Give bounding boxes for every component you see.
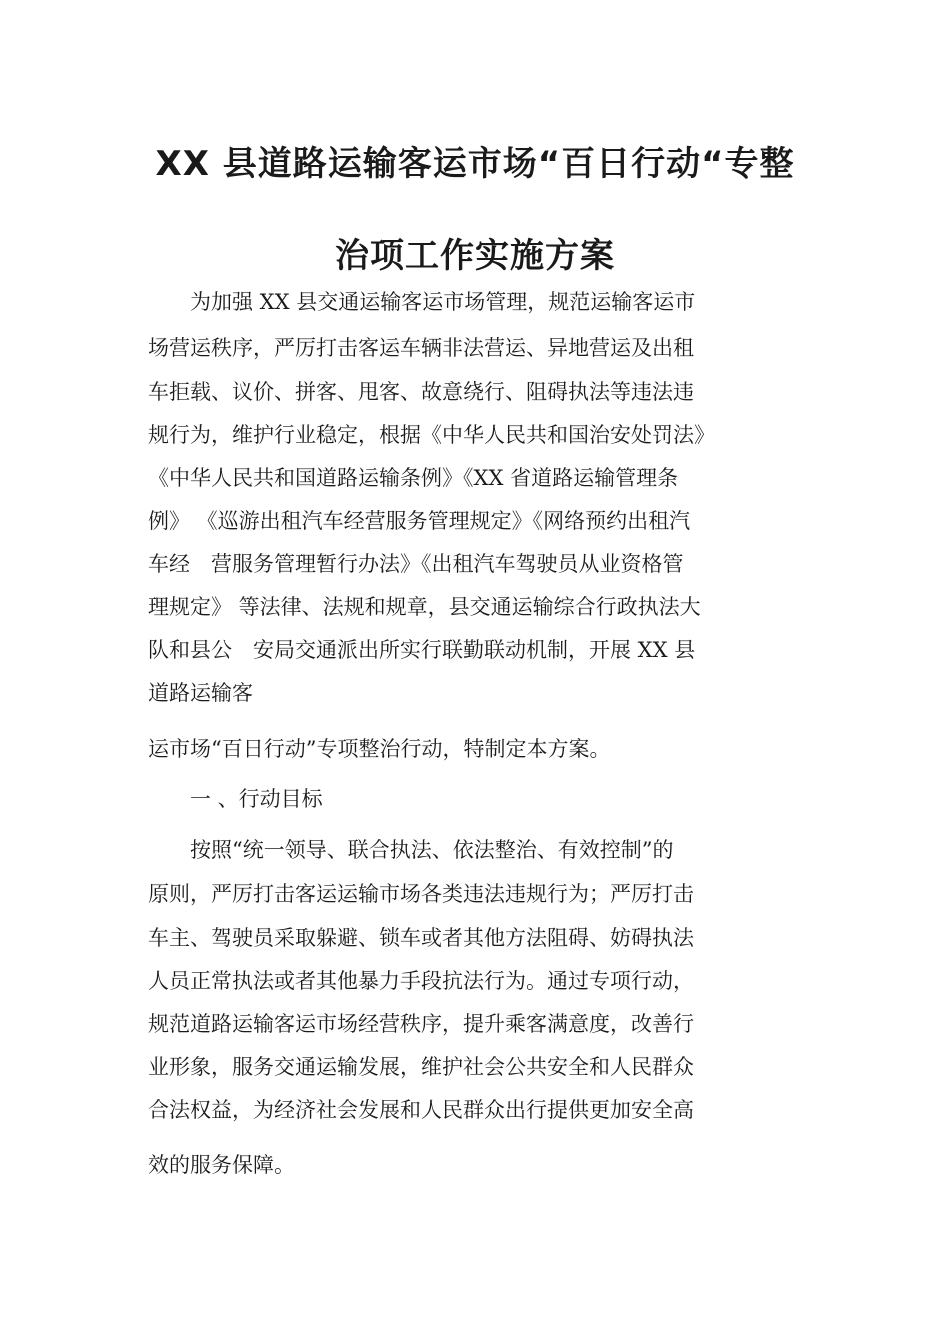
- paragraph-3-line: 人员正常执法或者其他暴力手段抗法行为。通过专项行动，: [148, 969, 694, 993]
- paragraph-1-line: 队和县公 安局交通派出所实行联勤联动机制，开展 XX 县: [148, 638, 696, 662]
- paragraph-1-line: 场营运秩序，严厉打击客运车辆非法营运、异地营运及出租: [148, 336, 694, 360]
- paragraph-3-line: 规范道路运输客运市场经营秩序，提升乘客满意度，改善行: [148, 1012, 694, 1036]
- paragraph-2-line: 运市场“百日行动”专项整治行动，特制定本方案。: [148, 737, 611, 761]
- paragraph-1-line: 例》 《巡游出租汽车经营服务管理规定》《网络预约出租汽: [148, 509, 691, 533]
- paragraph-3-line: 车主、驾驶员采取躲避、锁车或者其他方法阻碍、妨碍执法: [148, 926, 694, 950]
- paragraph-3-line: 业形象，服务交通运输发展，维护社会公共安全和人民群众: [148, 1055, 694, 1079]
- paragraph-1-line: 规行为，维护行业稳定，根据《中华人民共和国治安处罚法》: [148, 423, 715, 447]
- paragraph-3-line: 原则，严厉打击客运运输市场各类违法违规行为；严厉打击: [148, 882, 694, 906]
- paragraph-1-line: 车经 营服务管理暂行办法》《出租汽车驾驶员从业资格管: [148, 552, 684, 576]
- document-title-line-2: 治项工作实施方案: [335, 236, 615, 276]
- paragraph-1-line: 为加强 XX 县交通运输客运市场管理，规范运输客运市: [148, 290, 696, 314]
- paragraph-3-line: 效的服务保障。: [148, 1153, 295, 1177]
- paragraph-1-line: 理规定》 等法律、法规和规章，县交通运输综合行政执法大: [148, 595, 701, 619]
- document-title-line-1: XX 县道路运输客运市场“百日行动“专整: [155, 144, 795, 184]
- section-1-heading: 一 、行动目标: [148, 787, 323, 811]
- paragraph-1-line: 《中华人民共和国道路运输条例》《XX 省道路运输管理条: [148, 466, 679, 490]
- paragraph-1-line: 道路运输客: [148, 681, 253, 705]
- paragraph-3-line: 合法权益，为经济社会发展和人民群众出行提供更加安全高: [148, 1098, 694, 1122]
- paragraph-1-line: 车拒载、议价、拼客、甩客、故意绕行、阻碍执法等违法违: [148, 380, 694, 404]
- paragraph-3-line: 按照“统一领导、联合执法、依法整治、有效控制”的: [148, 838, 674, 862]
